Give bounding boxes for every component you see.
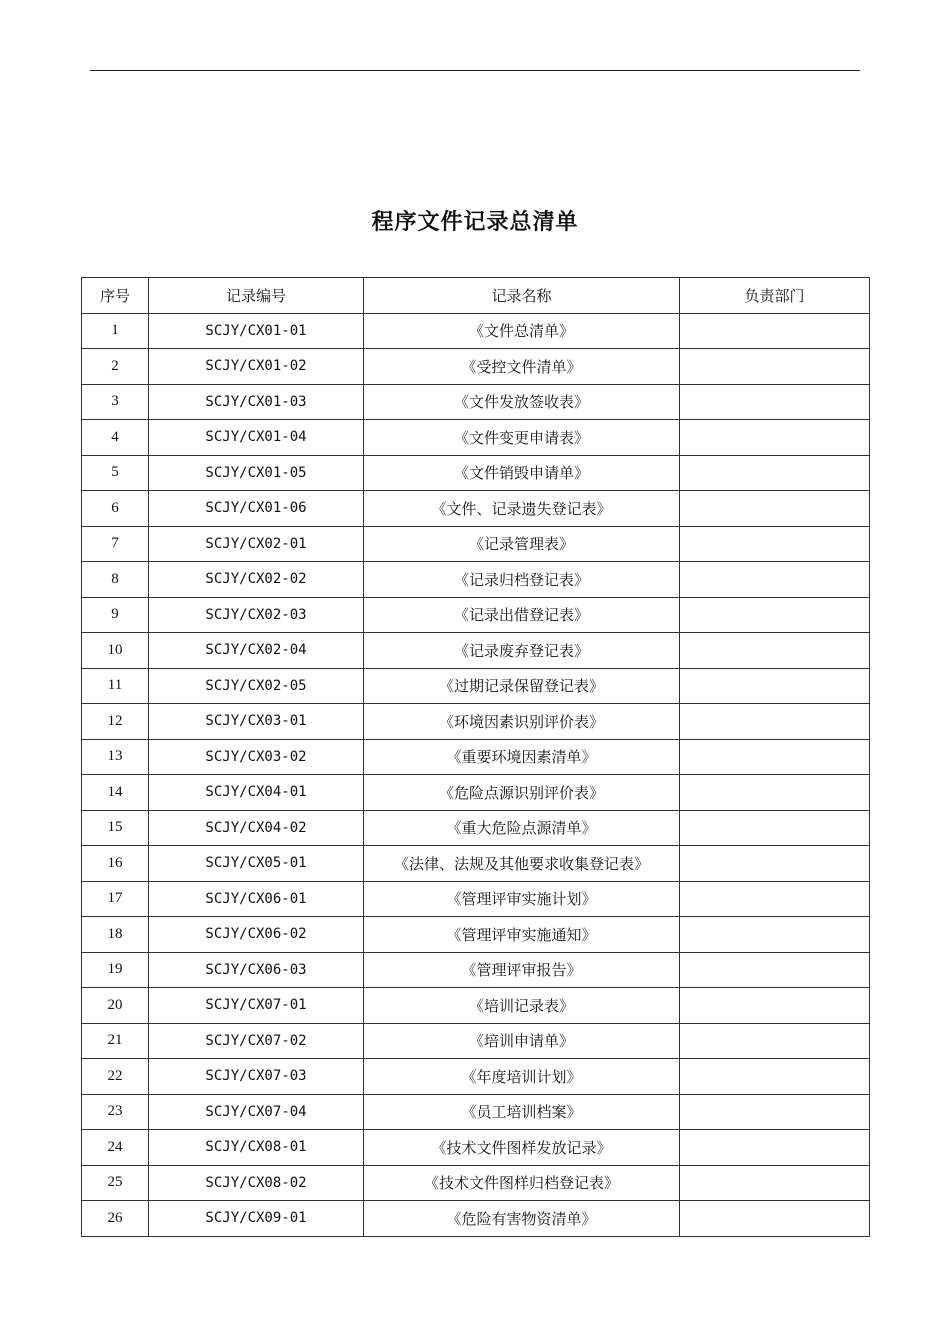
cell-record-name: 《重要环境因素清单》 — [364, 739, 680, 775]
cell-record-name: 《记录出借登记表》 — [364, 597, 680, 633]
cell-seq: 22 — [82, 1059, 149, 1095]
cell-department — [680, 597, 870, 633]
cell-department — [680, 917, 870, 953]
cell-record-code: SCJY/CX06-03 — [149, 952, 364, 988]
table-row — [82, 739, 870, 775]
cell-department — [680, 810, 870, 846]
cell-department — [680, 704, 870, 740]
cell-record-name: 《管理评审报告》 — [364, 952, 680, 988]
table-row — [82, 633, 870, 669]
cell-record-code: SCJY/CX03-01 — [149, 704, 364, 740]
cell-department — [680, 988, 870, 1024]
cell-department — [680, 668, 870, 704]
cell-record-code: SCJY/CX01-02 — [149, 349, 364, 385]
cell-record-code: SCJY/CX03-02 — [149, 739, 364, 775]
cell-record-name: 《技术文件图样归档登记表》 — [364, 1165, 680, 1201]
cell-seq: 10 — [82, 633, 149, 669]
table-row — [82, 313, 870, 349]
cell-department — [680, 1094, 870, 1130]
cell-record-name: 《技术文件图样发放记录》 — [364, 1130, 680, 1166]
table-row — [82, 704, 870, 740]
cell-seq: 18 — [82, 917, 149, 953]
cell-department — [680, 1130, 870, 1166]
cell-record-name: 《文件变更申请表》 — [364, 420, 680, 456]
cell-record-code: SCJY/CX07-02 — [149, 1023, 364, 1059]
table-row — [82, 562, 870, 598]
table-row — [82, 349, 870, 385]
cell-department — [680, 455, 870, 491]
cell-seq: 19 — [82, 952, 149, 988]
cell-record-code: SCJY/CX04-02 — [149, 810, 364, 846]
cell-seq: 6 — [82, 491, 149, 527]
header-record-code: 记录编号 — [149, 278, 364, 314]
cell-record-code: SCJY/CX06-01 — [149, 881, 364, 917]
cell-seq: 12 — [82, 704, 149, 740]
cell-seq: 17 — [82, 881, 149, 917]
cell-seq: 1 — [82, 313, 149, 349]
cell-department — [680, 881, 870, 917]
cell-department — [680, 952, 870, 988]
cell-department — [680, 526, 870, 562]
cell-record-code: SCJY/CX01-04 — [149, 420, 364, 456]
cell-record-name: 《危险有害物资清单》 — [364, 1201, 680, 1237]
cell-record-code: SCJY/CX07-03 — [149, 1059, 364, 1095]
cell-seq: 3 — [82, 384, 149, 420]
cell-record-name: 《培训申请单》 — [364, 1023, 680, 1059]
cell-record-code: SCJY/CX09-01 — [149, 1201, 364, 1237]
cell-department — [680, 1201, 870, 1237]
cell-seq: 14 — [82, 775, 149, 811]
cell-record-name: 《法律、法规及其他要求收集登记表》 — [364, 846, 680, 882]
table-row — [82, 988, 870, 1024]
records-body — [82, 313, 870, 1236]
cell-department — [680, 846, 870, 882]
cell-department — [680, 633, 870, 669]
table-row — [82, 597, 870, 633]
cell-record-code: SCJY/CX07-01 — [149, 988, 364, 1024]
cell-record-code: SCJY/CX01-06 — [149, 491, 364, 527]
cell-seq: 2 — [82, 349, 149, 385]
table-row — [82, 491, 870, 527]
cell-seq: 21 — [82, 1023, 149, 1059]
cell-department — [680, 739, 870, 775]
cell-seq: 5 — [82, 455, 149, 491]
cell-record-code: SCJY/CX08-02 — [149, 1165, 364, 1201]
cell-record-name: 《年度培训计划》 — [364, 1059, 680, 1095]
cell-record-name: 《员工培训档案》 — [364, 1094, 680, 1130]
cell-department — [680, 420, 870, 456]
header-department: 负责部门 — [680, 278, 870, 314]
table-row — [82, 881, 870, 917]
cell-seq: 7 — [82, 526, 149, 562]
table-header-row — [82, 278, 870, 314]
table-row — [82, 775, 870, 811]
table-row — [82, 668, 870, 704]
cell-record-code: SCJY/CX02-03 — [149, 597, 364, 633]
cell-seq: 16 — [82, 846, 149, 882]
table-row — [82, 810, 870, 846]
cell-record-name: 《文件发放签收表》 — [364, 384, 680, 420]
cell-record-name: 《文件、记录遗失登记表》 — [364, 491, 680, 527]
header-rule — [90, 70, 860, 71]
cell-record-code: SCJY/CX02-02 — [149, 562, 364, 598]
table-row — [82, 917, 870, 953]
table-row — [82, 1201, 870, 1237]
cell-record-code: SCJY/CX02-04 — [149, 633, 364, 669]
cell-record-name: 《记录废弃登记表》 — [364, 633, 680, 669]
cell-seq: 11 — [82, 668, 149, 704]
cell-record-name: 《管理评审实施通知》 — [364, 917, 680, 953]
table-row — [82, 1165, 870, 1201]
table-row — [82, 420, 870, 456]
cell-record-name: 《过期记录保留登记表》 — [364, 668, 680, 704]
cell-seq: 4 — [82, 420, 149, 456]
records-table — [81, 277, 870, 1237]
cell-record-code: SCJY/CX01-05 — [149, 455, 364, 491]
cell-record-name: 《文件销毁申请单》 — [364, 455, 680, 491]
cell-record-name: 《记录归档登记表》 — [364, 562, 680, 598]
table-row — [82, 455, 870, 491]
cell-department — [680, 1023, 870, 1059]
table-row — [82, 526, 870, 562]
cell-record-name: 《受控文件清单》 — [364, 349, 680, 385]
cell-record-code: SCJY/CX06-02 — [149, 917, 364, 953]
cell-record-name: 《文件总清单》 — [364, 313, 680, 349]
table-row — [82, 1059, 870, 1095]
cell-department — [680, 1165, 870, 1201]
table-row — [82, 384, 870, 420]
cell-record-code: SCJY/CX04-01 — [149, 775, 364, 811]
cell-seq: 9 — [82, 597, 149, 633]
cell-department — [680, 1059, 870, 1095]
cell-record-code: SCJY/CX01-01 — [149, 313, 364, 349]
cell-record-name: 《重大危险点源清单》 — [364, 810, 680, 846]
cell-record-code: SCJY/CX02-05 — [149, 668, 364, 704]
table-row — [82, 846, 870, 882]
table-row — [82, 952, 870, 988]
cell-record-code: SCJY/CX02-01 — [149, 526, 364, 562]
cell-record-name: 《培训记录表》 — [364, 988, 680, 1024]
cell-record-code: SCJY/CX07-04 — [149, 1094, 364, 1130]
cell-department — [680, 562, 870, 598]
cell-department — [680, 313, 870, 349]
document-title: 程序文件记录总清单 — [371, 210, 579, 235]
cell-seq: 26 — [82, 1201, 149, 1237]
cell-department — [680, 349, 870, 385]
cell-department — [680, 384, 870, 420]
cell-department — [680, 775, 870, 811]
cell-seq: 15 — [82, 810, 149, 846]
cell-seq: 8 — [82, 562, 149, 598]
cell-record-name: 《记录管理表》 — [364, 526, 680, 562]
cell-record-code: SCJY/CX05-01 — [149, 846, 364, 882]
cell-record-code: SCJY/CX01-03 — [149, 384, 364, 420]
cell-seq: 13 — [82, 739, 149, 775]
cell-seq: 24 — [82, 1130, 149, 1166]
cell-department — [680, 491, 870, 527]
cell-seq: 23 — [82, 1094, 149, 1130]
cell-record-name: 《危险点源识别评价表》 — [364, 775, 680, 811]
cell-seq: 25 — [82, 1165, 149, 1201]
cell-record-name: 《管理评审实施计划》 — [364, 881, 680, 917]
cell-seq: 20 — [82, 988, 149, 1024]
header-seq: 序号 — [82, 278, 149, 314]
cell-record-code: SCJY/CX08-01 — [149, 1130, 364, 1166]
table-row — [82, 1094, 870, 1130]
header-record-name: 记录名称 — [364, 278, 680, 314]
table-row — [82, 1130, 870, 1166]
cell-record-name: 《环境因素识别评价表》 — [364, 704, 680, 740]
table-row — [82, 1023, 870, 1059]
